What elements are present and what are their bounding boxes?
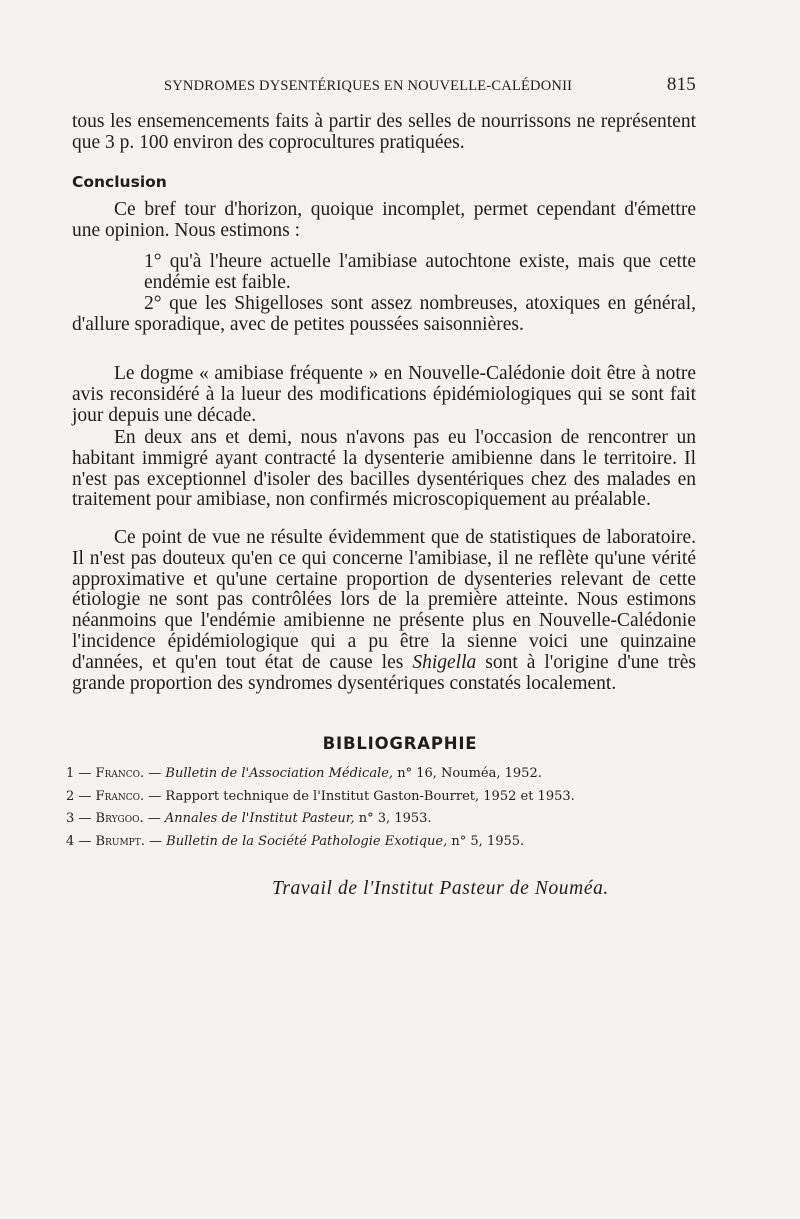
ref-dash: —	[147, 811, 161, 826]
bibliography-heading: BIBLIOGRAPHIE	[322, 734, 478, 753]
ref-journal: Bulletin de la Société Pathologie Exotique,	[166, 833, 448, 849]
ref-author: Franco.	[95, 788, 145, 804]
ref-details: n° 5, 1955.	[451, 833, 525, 849]
ref-journal: Bulletin de l'Association Médicale,	[165, 766, 394, 781]
paragraph-dogme: Le dogme « amibiase fréquente » en Nouvelle-Calédonie doit être à notre avis reconsidéré à la lueur des modifications épidémiologiques qui se sont fait jour depuis une décade.	[72, 363, 696, 426]
paragraph-point-de-vue	[72, 528, 696, 694]
ref-author: Brygoo.	[95, 811, 144, 826]
ref-author: Franco.	[95, 766, 145, 781]
ref-dash: —	[148, 766, 162, 781]
bibliography-entry	[66, 789, 706, 812]
conclusion-heading: Conclusion	[72, 173, 167, 191]
ref-author: Brumpt.	[95, 833, 145, 849]
para3-before: Ce point de vue ne résulte évidemment que de statistiques de laboratoire. Il n'est pas douteux qu'en ce qui concerne l'amibiase, il ne reflète qu'une vérité approximative et qu'une certaine proportion de dysenteries relevant de cette étiologie ne sont pas contrôlées lors de la première atteinte. Nous estimons néanmoins que l'endémie amibienne ne présente plus en Nouvelle-Calédonie l'incidence épidémiologique qui a pu être la sienne voici une quinzaine d'années, et qu'en tout état de cause les	[72, 527, 696, 673]
continuation-paragraph: tous les ensemencements faits à partir des selles de nourrissons ne représentent que 3 p. 100 environ des coprocultures pratiquées.	[72, 111, 696, 153]
bibliography-entry	[66, 811, 706, 834]
page-number: 815	[666, 74, 696, 95]
para3-after: sont à l'origine d'une très grande proportion des syndromes dysentériques constatés localement.	[72, 651, 697, 694]
ref-number: 3 —	[66, 811, 92, 826]
bibliography-list	[66, 766, 706, 856]
conclusion-point-2: 2° que les Shigelloses sont assez nombreuses, atoxiques en général, d'allure sporadique, avec de petites poussées saisonnières.	[72, 293, 696, 335]
ref-journal: Annales de l'Institut Pasteur,	[164, 811, 355, 826]
ref-details: n° 16, Nouméa, 1952.	[397, 766, 542, 781]
page-header	[72, 74, 696, 98]
point-1-text: 1° qu'à l'heure actuelle l'amibiase autochtone existe, mais que cette endémie est faible.	[144, 251, 696, 293]
bibliography-entry	[66, 766, 706, 789]
ref-number: 2 —	[66, 788, 92, 804]
ref-number: 4 —	[66, 833, 92, 849]
ref-dash: —	[149, 833, 163, 849]
ref-details: n° 3, 1953.	[358, 811, 432, 826]
bibliography-entry	[66, 834, 706, 857]
ref-dash: —	[148, 788, 162, 804]
conclusion-intro: Ce bref tour d'horizon, quoique incomplet, permet cependant d'émettre une opinion. Nous estimons :	[72, 199, 696, 241]
ref-details: Rapport technique de l'Institut Gaston-Bourret, 1952 et 1953.	[165, 788, 575, 804]
running-title: SYNDROMES DYSENTÉRIQUES EN NOUVELLE-CALÉDONII	[164, 78, 573, 94]
shigella-italic: Shigella	[412, 651, 477, 673]
conclusion-point-1	[72, 252, 696, 294]
ref-number: 1 —	[66, 766, 92, 781]
institution-footer: Travail de l'Institut Pasteur de Nouméa.	[272, 878, 609, 899]
paragraph-deux-ans: En deux ans et demi, nous n'avons pas eu l'occasion de rencontrer un habitant immigré ayant contracté la dysenterie amibienne dans le territoire. Il n'est pas exceptionnel d'isoler des bacilles dysentériques chez des malades en traitement pour amibiase, non confirmés microscopiquement au préalable.	[72, 427, 696, 511]
